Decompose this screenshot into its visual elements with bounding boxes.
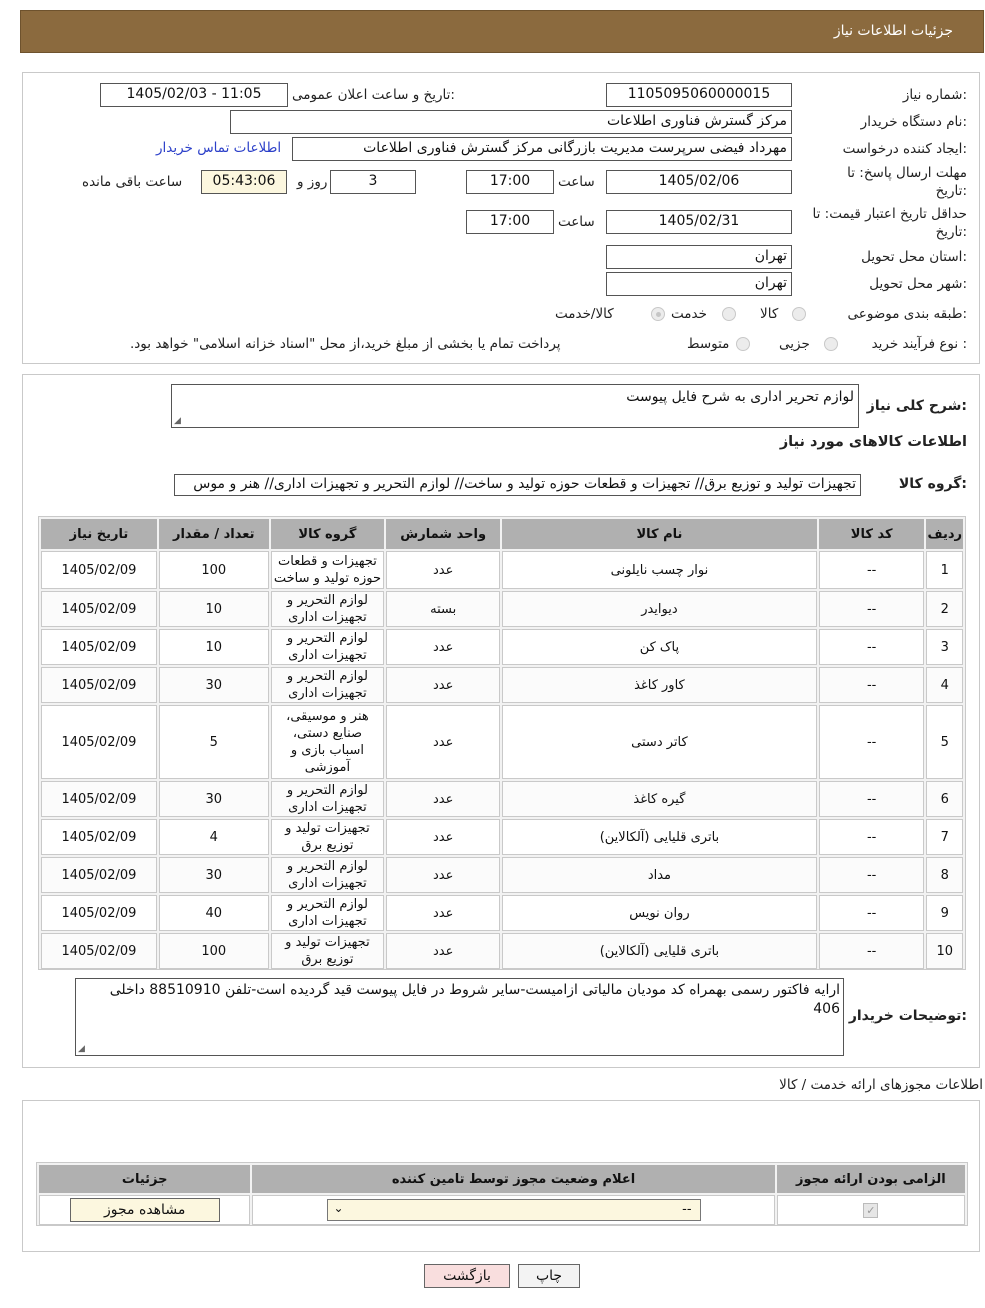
item-unit-cell: عدد (386, 895, 500, 931)
validity-label-2: تاریخ: (935, 224, 967, 240)
row-number-cell: 3 (926, 629, 963, 665)
category-option-goods-service: کالا/خدمت (555, 306, 614, 322)
item-code-cell: -- (819, 781, 925, 817)
license-status-select[interactable] (327, 1199, 701, 1221)
deadline-label-2: تاریخ: (935, 183, 967, 199)
table-row (41, 819, 963, 855)
province-label: استان محل تحویل: (861, 249, 967, 265)
item-group-cell: لوازم التحریر و تجهیزات اداری (271, 667, 385, 703)
item-code-cell: -- (819, 591, 925, 627)
item-date-cell: 1405/02/09 (41, 591, 157, 627)
item-name-cell: روان نویس (502, 895, 817, 931)
validity-date-field: 1405/02/31 (606, 210, 792, 234)
col-header-unit: واحد شمارش (386, 519, 500, 549)
item-group-cell: تجهیزات و قطعات حوزه تولید و ساخت (271, 551, 385, 589)
item-qty-cell: 4 (159, 819, 269, 855)
item-unit-cell: عدد (386, 705, 500, 779)
remaining-label: ساعت باقی مانده (82, 174, 183, 190)
buyer-notes-textarea[interactable] (75, 978, 844, 1056)
item-unit-cell: عدد (386, 933, 500, 969)
item-code-cell: -- (819, 857, 925, 893)
page-header (20, 10, 984, 53)
need-number-label: شماره نیاز: (902, 87, 967, 103)
process-radio-medium[interactable] (736, 337, 750, 351)
item-qty-cell: 30 (159, 781, 269, 817)
requester-label: ایجاد کننده درخواست: (842, 141, 967, 157)
lic-details-cell (39, 1195, 250, 1225)
description-textarea[interactable] (171, 384, 859, 428)
item-group-cell: لوازم التحریر و تجهیزات اداری (271, 591, 385, 627)
item-qty-cell: 10 (159, 591, 269, 627)
col-header-name: نام کالا (502, 519, 817, 549)
row-number-cell: 1 (926, 551, 963, 589)
col-header-row-num: ردیف (926, 519, 963, 549)
col-header-qty: تعداد / مقدار (159, 519, 269, 549)
announce-label: تاریخ و ساعت اعلان عمومی: (292, 87, 455, 103)
item-date-cell: 1405/02/09 (41, 667, 157, 703)
item-code-cell: -- (819, 551, 925, 589)
table-row (41, 933, 963, 969)
table-row (41, 781, 963, 817)
announce-field: 1405/02/03 - 11:05 (100, 83, 288, 107)
col-header-group: گروه کالا (271, 519, 385, 549)
row-number-cell: 8 (926, 857, 963, 893)
item-unit-cell: عدد (386, 551, 500, 589)
item-date-cell: 1405/02/09 (41, 895, 157, 931)
category-label: طبقه بندی موضوعی: (847, 306, 967, 322)
view-license-button[interactable]: مشاهده مجوز (70, 1198, 220, 1222)
lic-header-details: جزئیات (39, 1165, 250, 1193)
deadline-time-label: ساعت (558, 174, 595, 190)
item-name-cell: باتری قلیایی (آلکالاین) (502, 933, 817, 969)
category-option-goods: کالا (760, 306, 779, 322)
lic-status-cell (252, 1195, 774, 1225)
item-group-cell: لوازم التحریر و تجهیزات اداری (271, 895, 385, 931)
item-qty-cell: 30 (159, 667, 269, 703)
item-code-cell: -- (819, 933, 925, 969)
buyer-contact-link[interactable]: اطلاعات تماس خریدار (156, 140, 282, 156)
item-unit-cell: عدد (386, 857, 500, 893)
table-row (41, 551, 963, 589)
item-code-cell: -- (819, 895, 925, 931)
validity-label: حداقل تاریخ اعتبار قیمت: تا (812, 206, 967, 222)
item-name-cell: دیوایدر (502, 591, 817, 627)
item-code-cell: -- (819, 819, 925, 855)
item-unit-cell: عدد (386, 629, 500, 665)
item-name-cell: باتری قلیایی (آلکالاین) (502, 819, 817, 855)
goods-group-field: تجهیزات تولید و توزیع برق// تجهیزات و قطعات حوزه تولید و ساخت// لوازم التحریر و تجهیزات اداری// هنر و موس (174, 474, 861, 496)
row-number-cell: 7 (926, 819, 963, 855)
deadline-date-field: 1405/02/06 (606, 170, 792, 194)
process-option-medium: متوسط (687, 336, 730, 352)
process-option-minor: جزیی (779, 336, 810, 352)
row-number-cell: 6 (926, 781, 963, 817)
table-row (41, 857, 963, 893)
item-date-cell: 1405/02/09 (41, 629, 157, 665)
lic-header-required: الزامی بودن ارائه مجوز (777, 1165, 965, 1193)
lic-header-status: اعلام وضعیت مجوز توسط تامین کننده (252, 1165, 774, 1193)
goods-info-title: اطلاعات کالاهای مورد نیاز (779, 434, 967, 450)
item-name-cell: مداد (502, 857, 817, 893)
item-qty-cell: 100 (159, 551, 269, 589)
requester-field: مهرداد فیضی سرپرست مدیریت بازرگانی مرکز گسترش فناوری اطلاعات (292, 137, 792, 161)
item-unit-cell: عدد (386, 667, 500, 703)
resize-grip-icon[interactable]: ◢ (78, 1044, 85, 1054)
item-date-cell: 1405/02/09 (41, 705, 157, 779)
print-button[interactable]: چاپ (518, 1264, 580, 1288)
validity-time-label: ساعت (558, 214, 595, 230)
row-number-cell: 2 (926, 591, 963, 627)
table-row (41, 591, 963, 627)
item-unit-cell: عدد (386, 819, 500, 855)
col-header-date: تاریخ نیاز (41, 519, 157, 549)
licenses-table (37, 1163, 967, 1227)
days-field: 3 (330, 170, 416, 194)
item-date-cell: 1405/02/09 (41, 551, 157, 589)
process-note: پرداخت تمام یا بخشی از مبلغ خرید،از محل "اسناد خزانه اسلامی" خواهد بود. (130, 336, 561, 352)
item-date-cell: 1405/02/09 (41, 857, 157, 893)
item-qty-cell: 40 (159, 895, 269, 931)
buyer-org-label: نام دستگاه خریدار: (860, 114, 967, 130)
item-group-cell: هنر و موسیقی، صنایع دستی، اسباب بازی و آموزشی (271, 705, 385, 779)
items-table-container (38, 516, 966, 970)
item-unit-cell: بسته (386, 591, 500, 627)
item-qty-cell: 5 (159, 705, 269, 779)
item-name-cell: کاتر دستی (502, 705, 817, 779)
item-group-cell: تجهیزات تولید و توزیع برق (271, 933, 385, 969)
deadline-time-field: 17:00 (466, 170, 554, 194)
licenses-table-container (36, 1162, 968, 1226)
row-number-cell: 9 (926, 895, 963, 931)
item-name-cell: نوار چسب نایلونی (502, 551, 817, 589)
process-label: نوع فرآیند خرید : (871, 336, 967, 352)
item-qty-cell: 100 (159, 933, 269, 969)
category-radio-service[interactable] (722, 307, 736, 321)
table-row (41, 895, 963, 931)
category-radio-goods[interactable] (792, 307, 806, 321)
description-text: لوازم تحریر اداری به شرح فایل پیوست (626, 389, 854, 405)
col-header-code: کد کالا (819, 519, 925, 549)
days-label: روز و (297, 174, 328, 190)
description-label: شرح کلی نیاز: (866, 398, 967, 414)
page-title: جزئیات اطلاعات نیاز (833, 23, 953, 39)
item-date-cell: 1405/02/09 (41, 819, 157, 855)
item-code-cell: -- (819, 667, 925, 703)
need-number-field: 1105095060000015 (606, 83, 792, 107)
item-name-cell: پاک کن (502, 629, 817, 665)
deadline-label: مهلت ارسال پاسخ: تا (847, 165, 967, 181)
province-field: تهران (606, 245, 792, 269)
buyer-notes-label: توضیحات خریدار: (848, 1008, 967, 1024)
table-row (41, 629, 963, 665)
item-qty-cell: 30 (159, 857, 269, 893)
buyer-org-field: مرکز گسترش فناوری اطلاعات (230, 110, 792, 134)
item-group-cell: لوازم التحریر و تجهیزات اداری (271, 781, 385, 817)
buyer-notes-text: ارایه فاکتور رسمی بهمراه کد مودیان مالیاتی ازامیست-سایر شروط در فایل پیوست قید گردیده است-تلفن 88510910 داخلی 406 (109, 982, 840, 1017)
item-date-cell: 1405/02/09 (41, 781, 157, 817)
item-unit-cell: عدد (386, 781, 500, 817)
category-option-service: خدمت (671, 306, 707, 322)
city-label: شهر محل تحویل: (869, 276, 967, 292)
back-button[interactable]: بازگشت (424, 1264, 510, 1288)
row-number-cell: 10 (926, 933, 963, 969)
item-name-cell: گیره کاغذ (502, 781, 817, 817)
licenses-title: اطلاعات مجوزهای ارائه خدمت / کالا (779, 1077, 983, 1093)
item-group-cell: تجهیزات تولید و توزیع برق (271, 819, 385, 855)
item-name-cell: کاور کاغذ (502, 667, 817, 703)
category-radio-goods-service[interactable] (651, 307, 665, 321)
item-code-cell: -- (819, 705, 925, 779)
row-number-cell: 5 (926, 705, 963, 779)
item-group-cell: لوازم التحریر و تجهیزات اداری (271, 629, 385, 665)
remaining-time-field: 05:43:06 (201, 170, 287, 194)
row-number-cell: 4 (926, 667, 963, 703)
lic-required-cell (777, 1195, 965, 1225)
item-date-cell: 1405/02/09 (41, 933, 157, 969)
process-radio-minor[interactable] (824, 337, 838, 351)
table-row (41, 705, 963, 779)
chevron-down-icon: ⌄ (333, 1201, 344, 1215)
city-field: تهران (606, 272, 792, 296)
item-qty-cell: 10 (159, 629, 269, 665)
checkbox-checked-icon: ✓ (863, 1203, 878, 1218)
item-group-cell: لوازم التحریر و تجهیزات اداری (271, 857, 385, 893)
table-row (41, 667, 963, 703)
items-table (39, 517, 965, 971)
item-code-cell: -- (819, 629, 925, 665)
validity-time-field: 17:00 (466, 210, 554, 234)
goods-group-label: گروه کالا: (898, 476, 967, 492)
resize-grip-icon[interactable]: ◢ (174, 416, 181, 426)
license-status-value: -- (682, 1202, 692, 1217)
